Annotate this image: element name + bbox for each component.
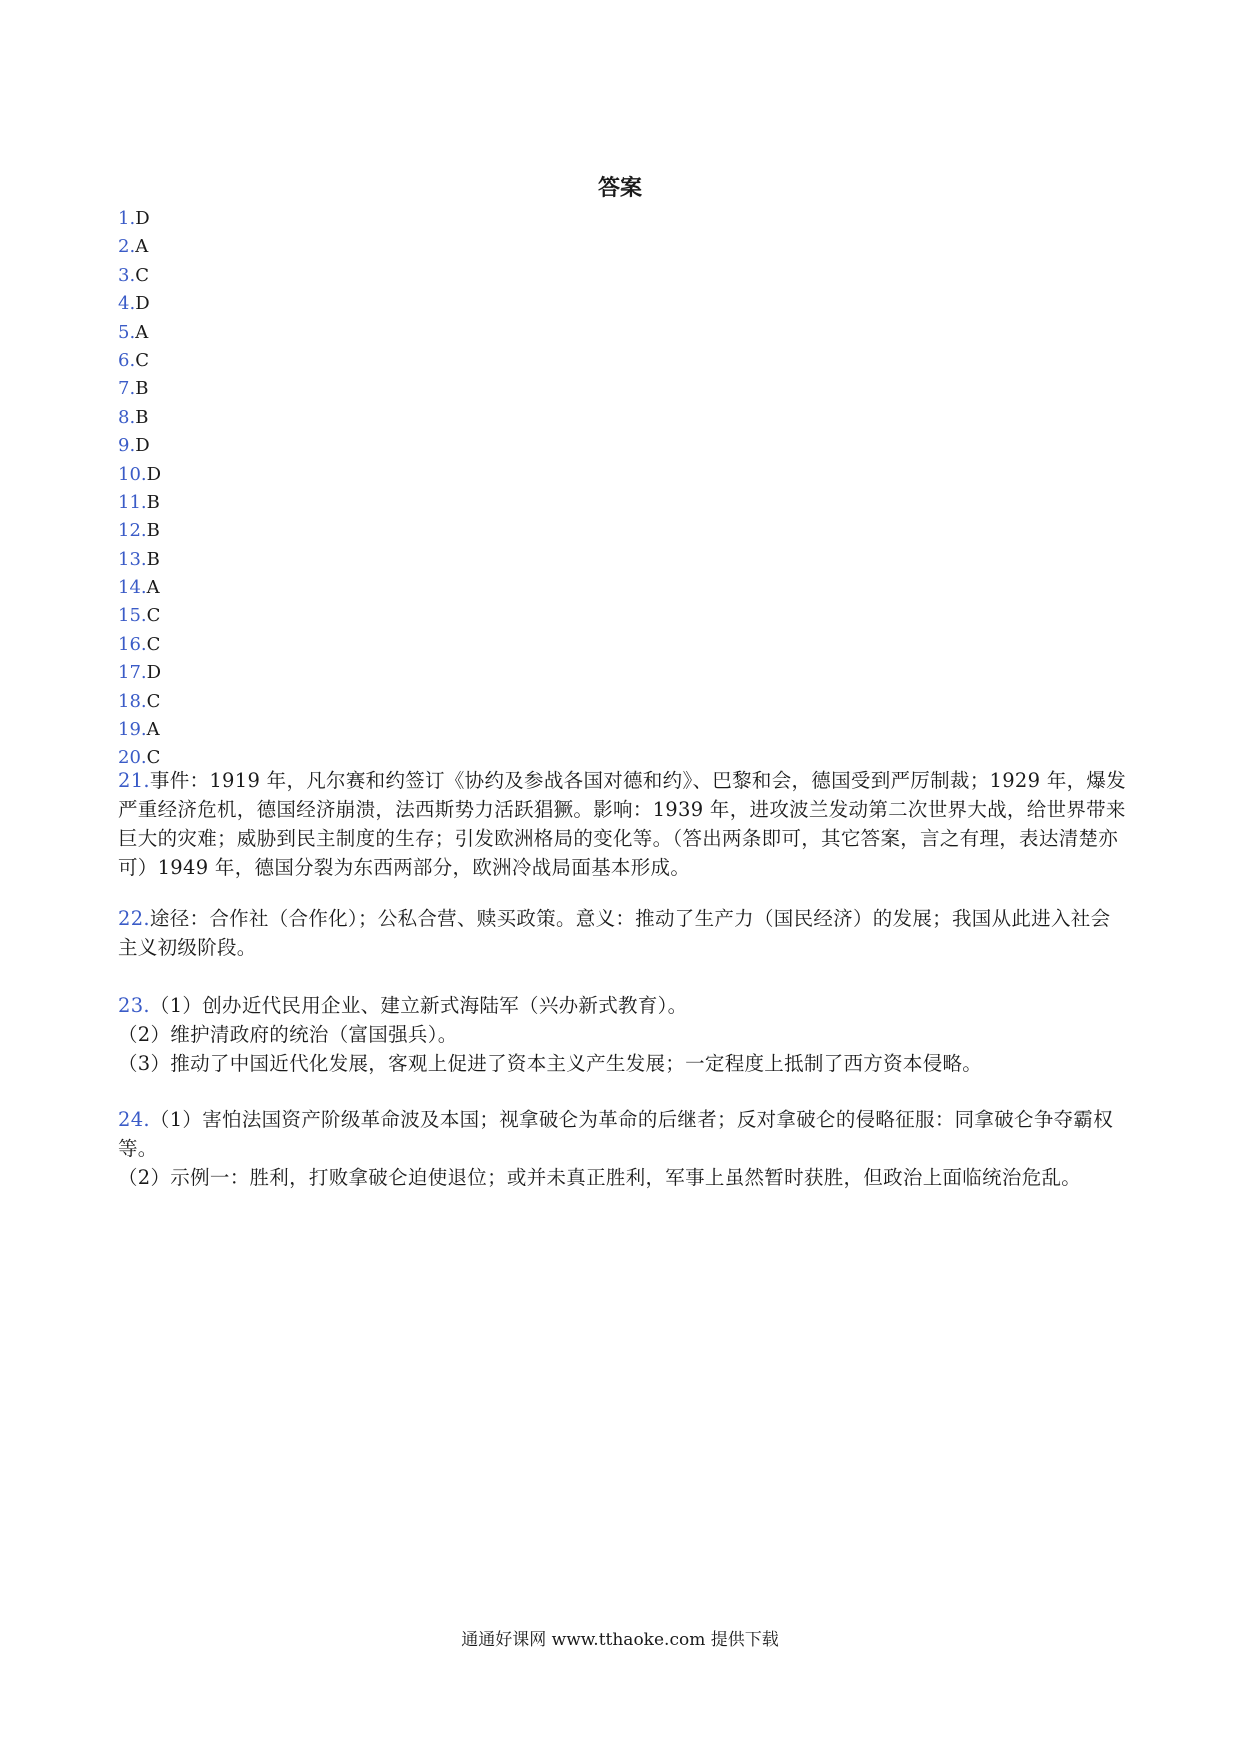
answer-item: [118, 319, 161, 347]
answer-letter: B: [146, 491, 160, 513]
question-number: 22.: [118, 907, 150, 930]
multiple-choice-answer-list: [118, 205, 161, 773]
answer-letter: B: [146, 548, 160, 570]
question-number: 12.: [118, 520, 147, 542]
question-number: 16.: [118, 633, 147, 655]
answer-letter: C: [135, 349, 149, 371]
answer-letter: B: [135, 406, 149, 428]
answer-item: [118, 517, 161, 545]
answer-item: [118, 404, 161, 432]
answer-letter: D: [135, 435, 150, 457]
answer-24-line-1: （1）害怕法国资产阶级革命波及本国；视拿破仑为革命的后继者；反对拿破仑的侵略征服：同拿破仑争夺霸权等。: [118, 1108, 1114, 1160]
question-number: 23.: [118, 994, 150, 1017]
answer-item: [118, 688, 161, 716]
question-number: 19.: [118, 719, 147, 741]
answer-letter: D: [146, 463, 162, 485]
answer-letter: C: [146, 633, 161, 655]
answer-22-body: 途径：合作社（合作化）；公私合营、赎买政策。意义：推动了生产力（国民经济）的发展；我国从此进入社会主义初级阶段。: [118, 907, 1111, 959]
question-number: 18.: [118, 690, 147, 712]
answer-21: [118, 766, 1128, 882]
answer-letter: C: [146, 747, 161, 769]
question-number: 6.: [118, 349, 136, 371]
answer-23-part-3: （3）推动了中国近代化发展，客观上促进了资本主义产生发展；一定程度上抵制了西方资本侵略。: [118, 1052, 983, 1075]
answer-item: [118, 546, 161, 574]
answer-letter: A: [146, 577, 160, 599]
answer-item: [118, 375, 161, 403]
answer-21-text: [118, 766, 1128, 882]
answer-item: [118, 631, 161, 659]
answer-letter: C: [135, 264, 149, 286]
question-number: 13.: [118, 548, 147, 570]
answer-24: [118, 1105, 1128, 1192]
answer-24-part-1: [118, 1105, 1128, 1163]
answer-letter: B: [135, 378, 149, 400]
answer-item: [118, 205, 161, 233]
answer-22-text: [118, 904, 1128, 962]
answer-item: [118, 347, 161, 375]
answer-letter: D: [146, 662, 162, 684]
answer-item: [118, 602, 161, 630]
answer-item: [118, 233, 161, 261]
question-number: 15.: [118, 605, 147, 627]
answer-letter: D: [135, 208, 150, 229]
footer-credit: 通通好课网 www.tthaoke.com 提供下载: [461, 1630, 779, 1650]
answer-23-line-1: （1）创办近代民用企业、建立新式海陆军（兴办新式教育）。: [149, 994, 688, 1017]
answer-letter: B: [146, 520, 160, 542]
answer-22: [118, 904, 1128, 962]
question-number: 5.: [118, 321, 136, 343]
answer-23: [118, 991, 1128, 1078]
answer-23-part-1: [118, 991, 1128, 1020]
answer-item: [118, 574, 161, 602]
question-number: 7.: [118, 378, 136, 400]
question-number: 8.: [118, 406, 136, 428]
question-number: 14.: [118, 577, 147, 599]
question-number: 24.: [118, 1108, 150, 1131]
answer-letter: D: [135, 293, 150, 315]
answer-item: [118, 716, 161, 744]
answer-letter: C: [146, 690, 161, 712]
question-number: 2.: [118, 236, 136, 258]
answer-21-body: 事件：1919 年，凡尔赛和约签订《协约及参战各国对德和约》、巴黎和会，德国受到严厉制裁；1929 年，爆发严重经济危机，德国经济崩溃，法西斯势力活跃猖獗。影响：1939 年，进攻波兰发动第二次世界大战，给世界带来巨大的灾难；威胁到民主制度的生存；引发欧洲格局的变化等。（答出两条即可，其它答案，言之有理，表达清楚亦可）1949 年，德国分裂为东西两部分，欧洲冷战局面基本形成。: [118, 769, 1127, 879]
answer-letter: A: [146, 719, 160, 741]
answer-item: [118, 432, 161, 460]
answer-letter: A: [135, 236, 149, 258]
answer-item: [118, 290, 161, 318]
answer-item: [118, 461, 161, 489]
question-number: 4.: [118, 293, 136, 315]
answer-letter: C: [146, 605, 161, 627]
question-number: 3.: [118, 264, 136, 286]
answer-item: [118, 262, 161, 290]
answer-23-part-2: （2）维护清政府的统治（富国强兵）。: [118, 1023, 458, 1046]
answer-letter: A: [135, 321, 149, 343]
page-title: 答案: [597, 176, 642, 201]
answer-item: [118, 659, 161, 687]
answer-item: [118, 489, 161, 517]
question-number: 10.: [118, 463, 147, 485]
answer-24-part-2: （2）示例一：胜利，打败拿破仑迫使退位；或并未真正胜利，军事上虽然暂时获胜，但政治上面临统治危乱。: [118, 1166, 1082, 1189]
question-number: 11.: [118, 491, 147, 513]
question-number: 20.: [118, 747, 147, 769]
question-number: 17.: [118, 662, 147, 684]
question-number: 1.: [118, 208, 136, 229]
question-number: 9.: [118, 435, 136, 457]
question-number: 21.: [118, 769, 150, 792]
